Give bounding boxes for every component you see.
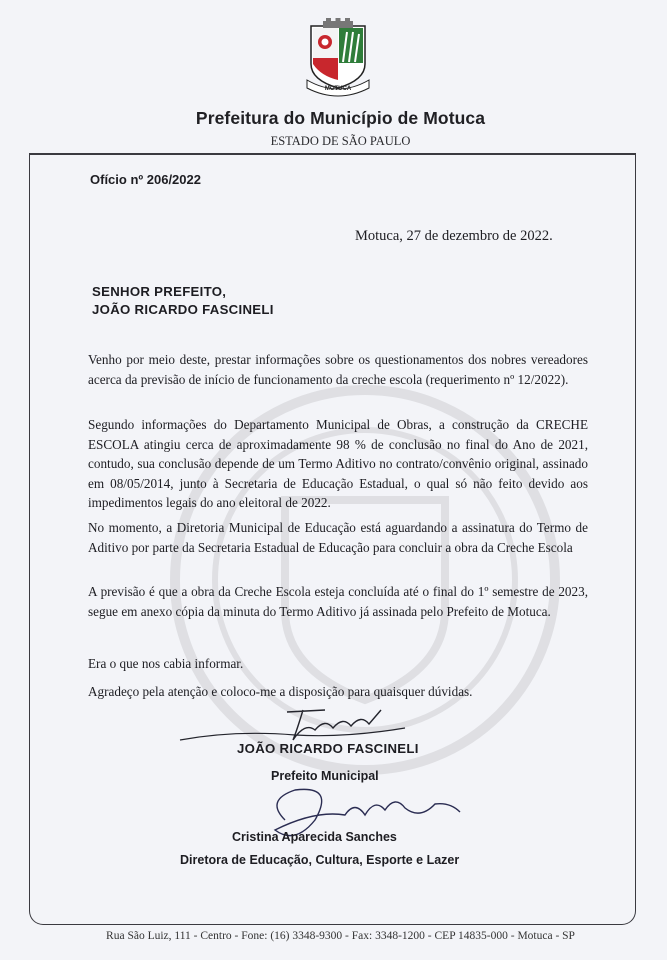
- paragraph-2: Segundo informações do Departamento Municipal de Obras, a construção da CRECHE ESCOLA atingiu cerca de aproximadamente 98 % de conclusão no final do Ano de 2021, contudo, sua conclusão depende de um Termo Aditivo no contrato/convênio original, assinado em 08/05/2014, junto à Secretaria de Educação Estadual, o qual só não feito devido aos impedimentos legais do ano eleitoral de 2022.: [88, 417, 588, 510]
- footer-address: Rua São Luiz, 111 - Centro - Fone: (16) 3348-9300 - Fax: 3348-1200 - CEP 14835-000 - Motuca - SP: [106, 930, 575, 942]
- salutation-line-2: JOÃO RICARDO FASCINELI: [92, 302, 274, 317]
- paragraph-3: No momento, a Diretoria Municipal de Educação está aguardando a assinatura do Termo de Aditivo por parte da Secretaria Estadual de Educação para concluir a obra da Creche Escola: [88, 520, 588, 555]
- salutation-line-1: SENHOR PREFEITO,: [92, 284, 227, 299]
- municipality-title: Prefeitura do Município de Motuca: [195, 108, 486, 128]
- paragraph-1: Venho por meio deste, prestar informações sobre os questionamentos dos nobres vereadores acerca da previsão de início de funcionamento da creche escola (requerimento nº 12/2022).: [88, 352, 588, 387]
- signer-1-role: Prefeito Municipal: [271, 769, 379, 783]
- signer-2-role: Diretora de Educação, Cultura, Esporte e Lazer: [180, 853, 460, 867]
- signer-2-name: Cristina Aparecida Sanches: [232, 830, 397, 844]
- paragraph-4: A previsão é que a obra da Creche Escola esteja concluída até o final do 1º semestre de 2023, segue em anexo cópia da minuta do Termo Aditivo já assinada pelo Prefeito de Motuca.: [88, 584, 588, 619]
- signer-1-name: JOÃO RICARDO FASCINELI: [237, 741, 419, 756]
- state-subtitle: ESTADO DE SÃO PAULO: [270, 134, 411, 148]
- place-and-date: Motuca, 27 de dezembro de 2022.: [355, 228, 553, 244]
- paragraph-5: Era o que nos cabia informar.: [88, 656, 244, 671]
- paragraph-6: Agradeço pela atenção e coloco-me a disposição para quaisquer dúvidas.: [88, 684, 473, 699]
- letter-reference: Ofício nº 206/2022: [90, 172, 201, 187]
- municipal-crest-logo: [303, 18, 373, 98]
- crest-ribbon-text: MOTUCA: [324, 86, 352, 92]
